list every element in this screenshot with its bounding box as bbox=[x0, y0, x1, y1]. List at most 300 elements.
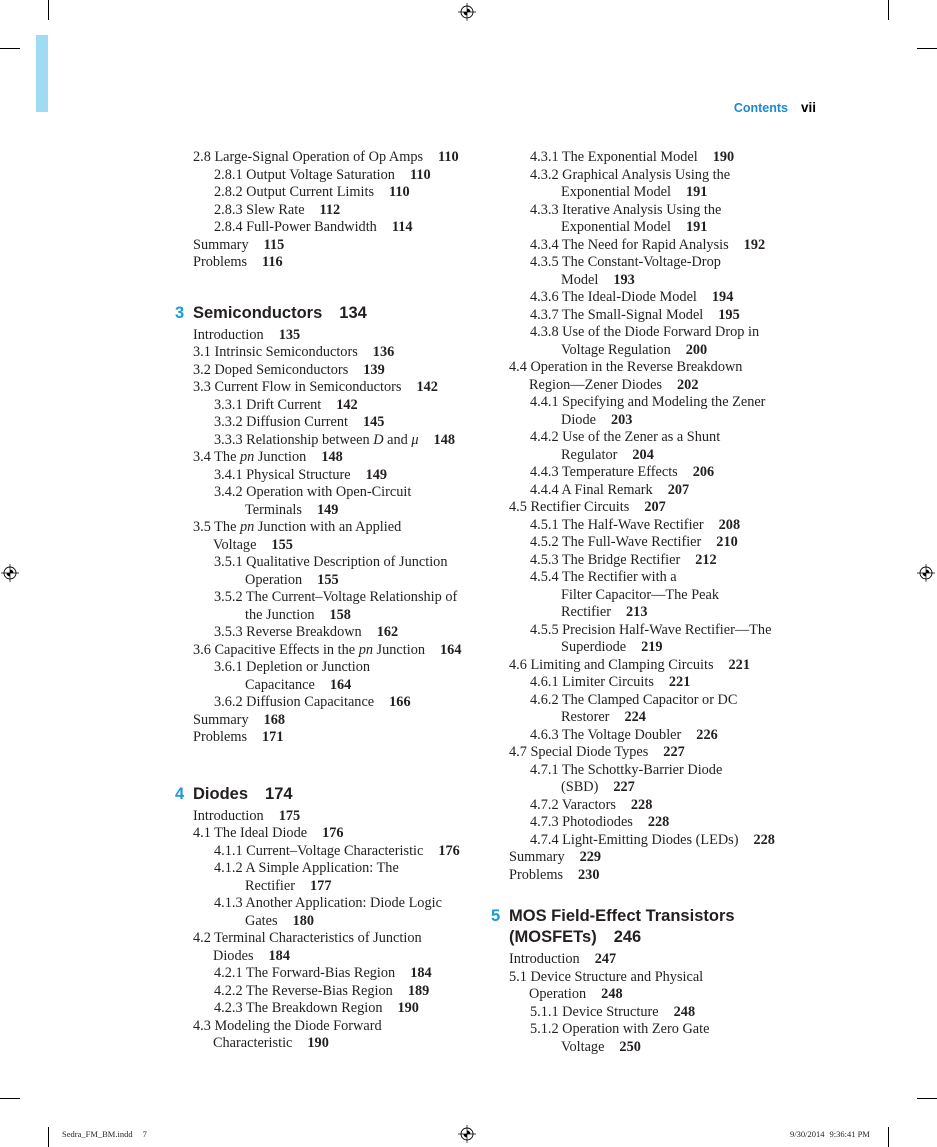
chapter-heading bbox=[175, 303, 461, 324]
toc-entry-text: (SBD) bbox=[561, 779, 599, 795]
toc-page-number: 136 bbox=[372, 344, 395, 360]
toc-entry-line bbox=[509, 849, 775, 867]
toc-entry-line bbox=[509, 657, 775, 675]
toc-entry-line bbox=[193, 254, 461, 272]
toc-page-number: 135 bbox=[278, 326, 301, 343]
toc-subsection-entry bbox=[193, 397, 461, 415]
toc-entry-text: Diodes bbox=[213, 947, 254, 964]
toc-section-entry bbox=[509, 849, 775, 867]
toc-entry-text: 4.3.8 Use of the Diode Forward Drop in bbox=[530, 324, 760, 340]
registration-mark-icon bbox=[458, 1125, 476, 1143]
toc-page-number: 248 bbox=[673, 1003, 696, 1020]
chapter-title: (MOSFETs) bbox=[509, 928, 597, 946]
toc-entry-text: 4.6.2 The Clamped Capacitor or DC bbox=[530, 691, 738, 708]
toc-entry-text: 2.8 Large-Signal Operation of Op Amps bbox=[193, 149, 424, 165]
toc-subsection-entry bbox=[509, 464, 775, 482]
toc-entry-line bbox=[193, 484, 461, 502]
toc-page-number: 190 bbox=[712, 149, 735, 165]
toc-page-number: 164 bbox=[329, 676, 352, 693]
toc-entry-line bbox=[509, 342, 775, 360]
toc-section-entry bbox=[193, 449, 461, 467]
chapter-heading bbox=[175, 784, 461, 805]
toc-entry-text: 5.1.2 Operation with Zero Gate bbox=[530, 1021, 710, 1037]
toc-entry-line bbox=[509, 969, 775, 987]
toc-page-number: 114 bbox=[391, 219, 413, 235]
toc-entry-text: Characteristic bbox=[213, 1035, 293, 1051]
toc-entry-text: Voltage bbox=[213, 536, 257, 553]
toc-entry-line bbox=[509, 184, 775, 202]
toc-entry-text: 3.4.2 Operation with Open-Circuit bbox=[214, 484, 412, 500]
toc-subsection-entry bbox=[193, 184, 461, 202]
toc-entry-line bbox=[193, 149, 461, 167]
chapter-heading-line bbox=[175, 784, 461, 805]
toc-entry-text: 3.4.1 Physical Structure bbox=[214, 466, 351, 483]
toc-page-number: 162 bbox=[376, 624, 399, 640]
toc-entry-line bbox=[509, 762, 775, 780]
toc-entry-line bbox=[509, 394, 775, 412]
toc-entry-line bbox=[509, 359, 775, 377]
toc-page-number: 206 bbox=[692, 464, 715, 480]
toc-entry-line bbox=[509, 324, 775, 342]
chapter-heading bbox=[491, 906, 775, 948]
toc-entry-text: 4.7 Special Diode Types bbox=[509, 744, 649, 760]
toc-entry-line bbox=[193, 589, 461, 607]
toc-entry-line bbox=[509, 499, 775, 517]
toc-entry-text: 4.3.2 Graphical Analysis Using the bbox=[530, 166, 731, 183]
toc-entry-text: Introduction bbox=[193, 326, 264, 343]
toc-entry-text: 4.3.3 Iterative Analysis Using the bbox=[530, 201, 722, 218]
toc-entry-text: 4.3.4 The Need for Rapid Analysis bbox=[530, 236, 729, 253]
toc-entry-text: 4.4.4 A Final Remark bbox=[530, 481, 653, 498]
toc-entry-text: and bbox=[383, 431, 412, 448]
toc-entry-line bbox=[193, 167, 461, 185]
toc-entry-text: 4.5.5 Precision Half-Wave Rectifier—The bbox=[530, 621, 772, 638]
toc-entry-line bbox=[193, 537, 461, 555]
toc-entry-text: Problems bbox=[193, 729, 248, 745]
toc-page-number: 230 bbox=[578, 866, 600, 883]
toc-entry-text: Model bbox=[561, 271, 599, 288]
toc-entry-italic-term: μ bbox=[411, 431, 419, 448]
toc-entry-text: 4.7.2 Varactors bbox=[530, 796, 616, 813]
toc-section-entry bbox=[193, 237, 461, 255]
toc-entry-line bbox=[509, 482, 775, 500]
crop-mark bbox=[0, 48, 20, 49]
toc-subsection-entry bbox=[193, 554, 461, 589]
toc-subsection-entry bbox=[193, 624, 461, 642]
toc-entry-line bbox=[509, 534, 775, 552]
toc-page-number: 171 bbox=[262, 729, 284, 745]
toc-page-number: 204 bbox=[632, 446, 654, 463]
toc-entry-text: Summary bbox=[509, 849, 565, 865]
chapter-number: 4 bbox=[175, 784, 185, 803]
toc-page-number: 221 bbox=[668, 674, 691, 690]
toc-entry-line bbox=[193, 965, 461, 983]
slug-file-info bbox=[62, 1129, 147, 1139]
toc-entry-text: Junction bbox=[254, 449, 307, 465]
toc-page-number: 189 bbox=[407, 982, 430, 999]
chapter-number: 3 bbox=[175, 303, 185, 322]
toc-page-number: 250 bbox=[619, 1038, 641, 1055]
toc-entry-text: the Junction bbox=[245, 606, 315, 623]
toc-subsection-entry bbox=[193, 895, 461, 930]
toc-entry-text: 2.8.2 Output Current Limits bbox=[214, 184, 375, 200]
toc-entry-line bbox=[509, 517, 775, 535]
toc-page-number: 247 bbox=[594, 951, 617, 967]
toc-entry-text: Operation bbox=[245, 571, 303, 588]
toc-subsection-entry bbox=[193, 983, 461, 1001]
slug-date: 9/30/2014 bbox=[790, 1129, 825, 1139]
toc-page-number: 193 bbox=[613, 271, 635, 288]
toc-entry-text: 4.1.3 Another Application: Diode Logic bbox=[214, 895, 442, 911]
toc-entry-line bbox=[193, 414, 461, 432]
toc-entry-line bbox=[509, 1021, 775, 1039]
toc-entry-line bbox=[193, 202, 461, 220]
toc-entry-text: 4.2.2 The Reverse-Bias Region bbox=[214, 982, 393, 999]
toc-entry-line bbox=[509, 797, 775, 815]
toc-subsection-entry bbox=[509, 149, 775, 167]
toc-page-number: 212 bbox=[695, 551, 717, 568]
toc-page-number: 191 bbox=[685, 184, 708, 200]
toc-entry-line bbox=[193, 642, 461, 660]
running-head bbox=[734, 100, 816, 116]
toc-entry-text: 4.3.5 The Constant-Voltage-Drop bbox=[530, 254, 721, 270]
toc-section-entry bbox=[509, 657, 775, 675]
toc-subsection-entry bbox=[193, 965, 461, 983]
toc-entry-text: 2.8.1 Output Voltage Saturation bbox=[214, 166, 395, 183]
toc-entry-text: Exponential Model bbox=[561, 184, 671, 200]
toc-section-entry bbox=[509, 744, 775, 762]
toc-entry-line bbox=[193, 519, 461, 537]
toc-entry-line bbox=[193, 694, 461, 712]
toc-entry-text: Rectifier bbox=[245, 877, 296, 894]
toc-subsection-entry bbox=[509, 482, 775, 500]
toc-entry-line bbox=[193, 913, 461, 931]
toc-entry-text: 5.1 Device Structure and Physical bbox=[509, 968, 704, 985]
toc-entry-line bbox=[509, 464, 775, 482]
toc-section-entry bbox=[193, 327, 461, 345]
toc-subsection-entry bbox=[193, 414, 461, 432]
toc-subsection-entry bbox=[193, 484, 461, 519]
chapter-page-number: 174 bbox=[265, 784, 293, 803]
crop-mark bbox=[48, 0, 49, 20]
toc-entry-text: 4.1.2 A Simple Application: The bbox=[214, 860, 399, 876]
toc-entry-text: Junction with an Applied bbox=[254, 519, 402, 535]
toc-section-entry bbox=[193, 254, 461, 272]
toc-entry-line bbox=[509, 814, 775, 832]
toc-entry-text: Voltage bbox=[561, 1038, 605, 1055]
toc-page-number: 176 bbox=[438, 842, 460, 859]
toc-entry-text: Introduction bbox=[509, 951, 580, 967]
toc-entry-text: 4.3 Modeling the Diode Forward bbox=[193, 1017, 382, 1034]
toc-subsection-entry bbox=[509, 569, 775, 622]
toc-subsection-entry bbox=[193, 202, 461, 220]
toc-entry-text: Introduction bbox=[193, 807, 264, 824]
toc-entry-line bbox=[509, 832, 775, 850]
toc-subsection-entry bbox=[509, 254, 775, 289]
toc-subsection-entry bbox=[509, 1004, 775, 1022]
toc-section-entry bbox=[193, 930, 461, 965]
toc-entry-line bbox=[509, 1039, 775, 1057]
toc-page-number: 207 bbox=[667, 481, 690, 498]
toc-entry-italic-term: pn bbox=[240, 449, 255, 465]
toc-entry-line bbox=[193, 677, 461, 695]
toc-column-left bbox=[175, 149, 462, 1053]
toc-entry-text: 4.1.1 Current–Voltage Characteristic bbox=[214, 842, 424, 859]
toc-page-number: 180 bbox=[292, 912, 315, 929]
toc-entry-line bbox=[509, 412, 775, 430]
toc-page-number: 192 bbox=[743, 236, 766, 253]
toc-entry-line bbox=[509, 167, 775, 185]
toc-entry-line bbox=[193, 808, 461, 826]
toc-entry-text: 4.1 The Ideal Diode bbox=[193, 825, 308, 841]
toc-entry-line bbox=[509, 692, 775, 710]
slug-sheet-number: 7 bbox=[142, 1129, 147, 1139]
toc-section-entry bbox=[509, 867, 775, 885]
toc-entry-text: 2.8.3 Slew Rate bbox=[214, 201, 305, 218]
toc-entry-line bbox=[509, 744, 775, 762]
toc-entry-line bbox=[193, 449, 461, 467]
toc-entry-text: Summary bbox=[193, 236, 249, 253]
toc-entry-line bbox=[193, 825, 461, 843]
toc-entry-text: 3.6.2 Diffusion Capacitance bbox=[214, 694, 375, 710]
toc-page-number: 224 bbox=[624, 709, 646, 725]
toc-page-number: 155 bbox=[271, 536, 293, 553]
toc-page-number: 110 bbox=[389, 184, 410, 200]
toc-column-right bbox=[491, 149, 775, 1056]
toc-entry-text: 3.3.3 Relationship between bbox=[214, 431, 374, 448]
toc-entry-line bbox=[193, 948, 461, 966]
toc-subsection-entry bbox=[509, 202, 775, 237]
toc-section-entry bbox=[193, 642, 461, 660]
toc-subsection-entry bbox=[193, 167, 461, 185]
toc-page-number: 149 bbox=[365, 466, 388, 483]
toc-entry-text: Capacitance bbox=[245, 676, 315, 693]
toc-entry-text: 3.3 Current Flow in Semiconductors bbox=[193, 379, 402, 395]
toc-subsection-entry bbox=[509, 324, 775, 359]
toc-page-number: 227 bbox=[663, 744, 685, 760]
toc-entry-line bbox=[193, 895, 461, 913]
chapter-page-number: 246 bbox=[613, 928, 642, 946]
toc-entry-line bbox=[509, 727, 775, 745]
toc-entry-line bbox=[509, 867, 775, 885]
toc-entry-text: 4.4 Operation in the Reverse Breakdown bbox=[509, 359, 743, 375]
toc-page-number: 228 bbox=[647, 814, 670, 830]
toc-page-number: 208 bbox=[718, 516, 741, 533]
toc-entry-line bbox=[193, 379, 461, 397]
toc-entry-text: Problems bbox=[193, 254, 248, 270]
toc-subsection-entry bbox=[509, 552, 775, 570]
toc-page-number: 155 bbox=[317, 571, 339, 588]
toc-page-number: 175 bbox=[278, 807, 301, 824]
toc-page-number: 190 bbox=[307, 1035, 329, 1051]
chapter-title: Semiconductors bbox=[193, 303, 323, 322]
toc-entry-text: Terminals bbox=[245, 501, 302, 518]
toc-page-number: 158 bbox=[329, 606, 351, 623]
toc-entry-line bbox=[509, 254, 775, 272]
toc-entry-line bbox=[193, 327, 461, 345]
toc-subsection-entry bbox=[509, 534, 775, 552]
toc-entry-line bbox=[193, 878, 461, 896]
toc-page-number: 194 bbox=[711, 289, 734, 305]
toc-subsection-entry bbox=[193, 1000, 461, 1018]
toc-page-number: 112 bbox=[319, 201, 341, 218]
toc-page-number: 116 bbox=[262, 254, 283, 270]
toc-entry-text: Superdiode bbox=[561, 639, 627, 655]
toc-section-entry bbox=[509, 359, 775, 394]
slug-time: 9:36:41 PM bbox=[829, 1129, 870, 1139]
toc-subsection-entry bbox=[193, 589, 461, 624]
chapter-heading-line bbox=[175, 303, 461, 324]
toc-entry-line bbox=[509, 219, 775, 237]
toc-page-number: 110 bbox=[409, 166, 431, 183]
toc-subsection-entry bbox=[509, 692, 775, 727]
toc-entry-line bbox=[509, 272, 775, 290]
toc-entry-line bbox=[193, 624, 461, 642]
toc-page-number: 221 bbox=[728, 656, 750, 673]
toc-entry-italic-term: D bbox=[373, 431, 384, 448]
toc-section-entry bbox=[509, 951, 775, 969]
toc-entry-line bbox=[509, 447, 775, 465]
toc-page-number: 229 bbox=[579, 849, 602, 865]
toc-entry-line bbox=[193, 843, 461, 861]
toc-entry-line bbox=[509, 149, 775, 167]
toc-entry-italic-term: pn bbox=[240, 519, 255, 535]
toc-section-entry bbox=[193, 519, 461, 554]
toc-entry-line bbox=[509, 202, 775, 220]
toc-entry-text: 4.2.3 The Breakdown Region bbox=[214, 1000, 383, 1016]
toc-entry-line bbox=[509, 552, 775, 570]
toc-entry-line bbox=[193, 432, 461, 450]
toc-entry-line bbox=[193, 397, 461, 415]
toc-entry-line bbox=[509, 622, 775, 640]
toc-entry-line bbox=[193, 712, 461, 730]
toc-subsection-entry bbox=[509, 622, 775, 657]
toc-subsection-entry bbox=[193, 219, 461, 237]
toc-entry-line bbox=[509, 429, 775, 447]
toc-page-number: 228 bbox=[630, 796, 653, 813]
toc-page-number: 115 bbox=[263, 236, 285, 253]
registration-mark-icon bbox=[458, 3, 476, 21]
toc-section-entry bbox=[193, 808, 461, 826]
toc-page-number: 213 bbox=[626, 604, 648, 620]
toc-entry-line bbox=[193, 860, 461, 878]
toc-subsection-entry bbox=[509, 517, 775, 535]
toc-section-entry bbox=[509, 499, 775, 517]
toc-page-number: 227 bbox=[613, 779, 635, 795]
toc-entry-line bbox=[193, 344, 461, 362]
toc-entry-text: 4.4.1 Specifying and Modeling the Zener bbox=[530, 394, 766, 410]
crop-mark bbox=[917, 48, 937, 49]
chapter-page-number: 134 bbox=[339, 303, 367, 322]
toc-entry-line bbox=[193, 1000, 461, 1018]
toc-entry-line bbox=[509, 587, 775, 605]
toc-entry-text: 4.3.7 The Small-Signal Model bbox=[530, 306, 704, 323]
toc-subsection-entry bbox=[193, 432, 461, 450]
toc-subsection-entry bbox=[509, 289, 775, 307]
toc-page-number: 168 bbox=[263, 711, 286, 728]
toc-entry-line bbox=[509, 377, 775, 395]
toc-subsection-entry bbox=[509, 167, 775, 202]
toc-entry-text: 4.2 Terminal Characteristics of Junction bbox=[193, 930, 422, 946]
toc-entry-line bbox=[509, 237, 775, 255]
toc-page-number: 148 bbox=[321, 449, 343, 465]
toc-section-entry bbox=[193, 149, 461, 167]
toc-entry-text: 4.5.4 The Rectifier with a bbox=[530, 569, 677, 585]
toc-entry-text: 4.5 Rectifier Circuits bbox=[509, 499, 630, 515]
toc-entry-line bbox=[193, 219, 461, 237]
running-head-section: Contents bbox=[733, 101, 788, 115]
toc-section-entry bbox=[193, 362, 461, 380]
toc-entry-text: Rectifier bbox=[561, 604, 612, 620]
running-head-page-number: vii bbox=[800, 100, 816, 115]
toc-subsection-entry bbox=[193, 467, 461, 485]
toc-page-number: 110 bbox=[438, 149, 459, 165]
toc-entry-line bbox=[193, 659, 461, 677]
toc-page-number: 207 bbox=[644, 499, 666, 515]
toc-page-number: 190 bbox=[397, 1000, 419, 1016]
toc-section-entry bbox=[509, 969, 775, 1004]
toc-subsection-entry bbox=[509, 727, 775, 745]
toc-page-number: 142 bbox=[416, 379, 438, 395]
toc-entry-text: 3.1 Intrinsic Semiconductors bbox=[193, 344, 358, 360]
toc-entry-text: 2.8.4 Full-Power Bandwidth bbox=[214, 219, 377, 235]
toc-page-number: 166 bbox=[389, 694, 411, 710]
toc-entry-text: 4.4.3 Temperature Effects bbox=[530, 464, 678, 480]
toc-subsection-entry bbox=[509, 394, 775, 429]
toc-entry-line bbox=[509, 779, 775, 797]
chapter-number: 5 bbox=[491, 907, 501, 925]
toc-entry-text: 4.7.3 Photodiodes bbox=[530, 814, 633, 830]
toc-page-number: 149 bbox=[316, 501, 339, 518]
toc-page-number: 202 bbox=[677, 376, 699, 393]
toc-entry-line bbox=[509, 639, 775, 657]
toc-entry-line bbox=[509, 951, 775, 969]
toc-entry-line bbox=[509, 569, 775, 587]
toc-entry-text: Region—Zener Diodes bbox=[529, 376, 663, 393]
toc-entry-text: 3.5.3 Reverse Breakdown bbox=[214, 624, 362, 640]
toc-entry-text: 4.6.3 The Voltage Doubler bbox=[530, 726, 682, 743]
toc-entry-text: Filter Capacitor—The Peak bbox=[561, 586, 720, 603]
toc-entry-text: 4.5.2 The Full-Wave Rectifier bbox=[530, 534, 702, 550]
toc-page-number: 164 bbox=[440, 641, 462, 658]
toc-entry-text: 3.6 Capacitive Effects in the bbox=[193, 641, 359, 658]
toc-entry-line bbox=[193, 983, 461, 1001]
toc-entry-text: 4.3.6 The Ideal-Diode Model bbox=[530, 289, 697, 305]
toc-section-entry bbox=[193, 344, 461, 362]
toc-entry-line bbox=[193, 607, 461, 625]
toc-entry-italic-term: pn bbox=[358, 641, 373, 658]
toc-subsection-entry bbox=[193, 843, 461, 861]
toc-page-number: 226 bbox=[696, 726, 718, 743]
toc-entry-text: Summary bbox=[193, 711, 249, 728]
toc-entry-text: Operation bbox=[529, 986, 587, 1002]
chapter-heading-line bbox=[509, 927, 775, 948]
toc-entry-text: 4.2.1 The Forward-Bias Region bbox=[214, 965, 396, 981]
toc-section-entry bbox=[193, 729, 461, 747]
toc-subsection-entry bbox=[193, 659, 461, 694]
toc-entry-line bbox=[509, 307, 775, 325]
toc-subsection-entry bbox=[509, 429, 775, 464]
toc-entry-line bbox=[193, 502, 461, 520]
toc-section-entry bbox=[193, 825, 461, 843]
toc-subsection-entry bbox=[509, 307, 775, 325]
toc-subsection-entry bbox=[509, 1021, 775, 1056]
toc-page-number: 200 bbox=[685, 341, 708, 358]
toc-page-number: 248 bbox=[601, 986, 623, 1002]
color-tab bbox=[36, 35, 48, 112]
slug-timestamp bbox=[790, 1129, 870, 1139]
toc-entry-line bbox=[509, 674, 775, 692]
